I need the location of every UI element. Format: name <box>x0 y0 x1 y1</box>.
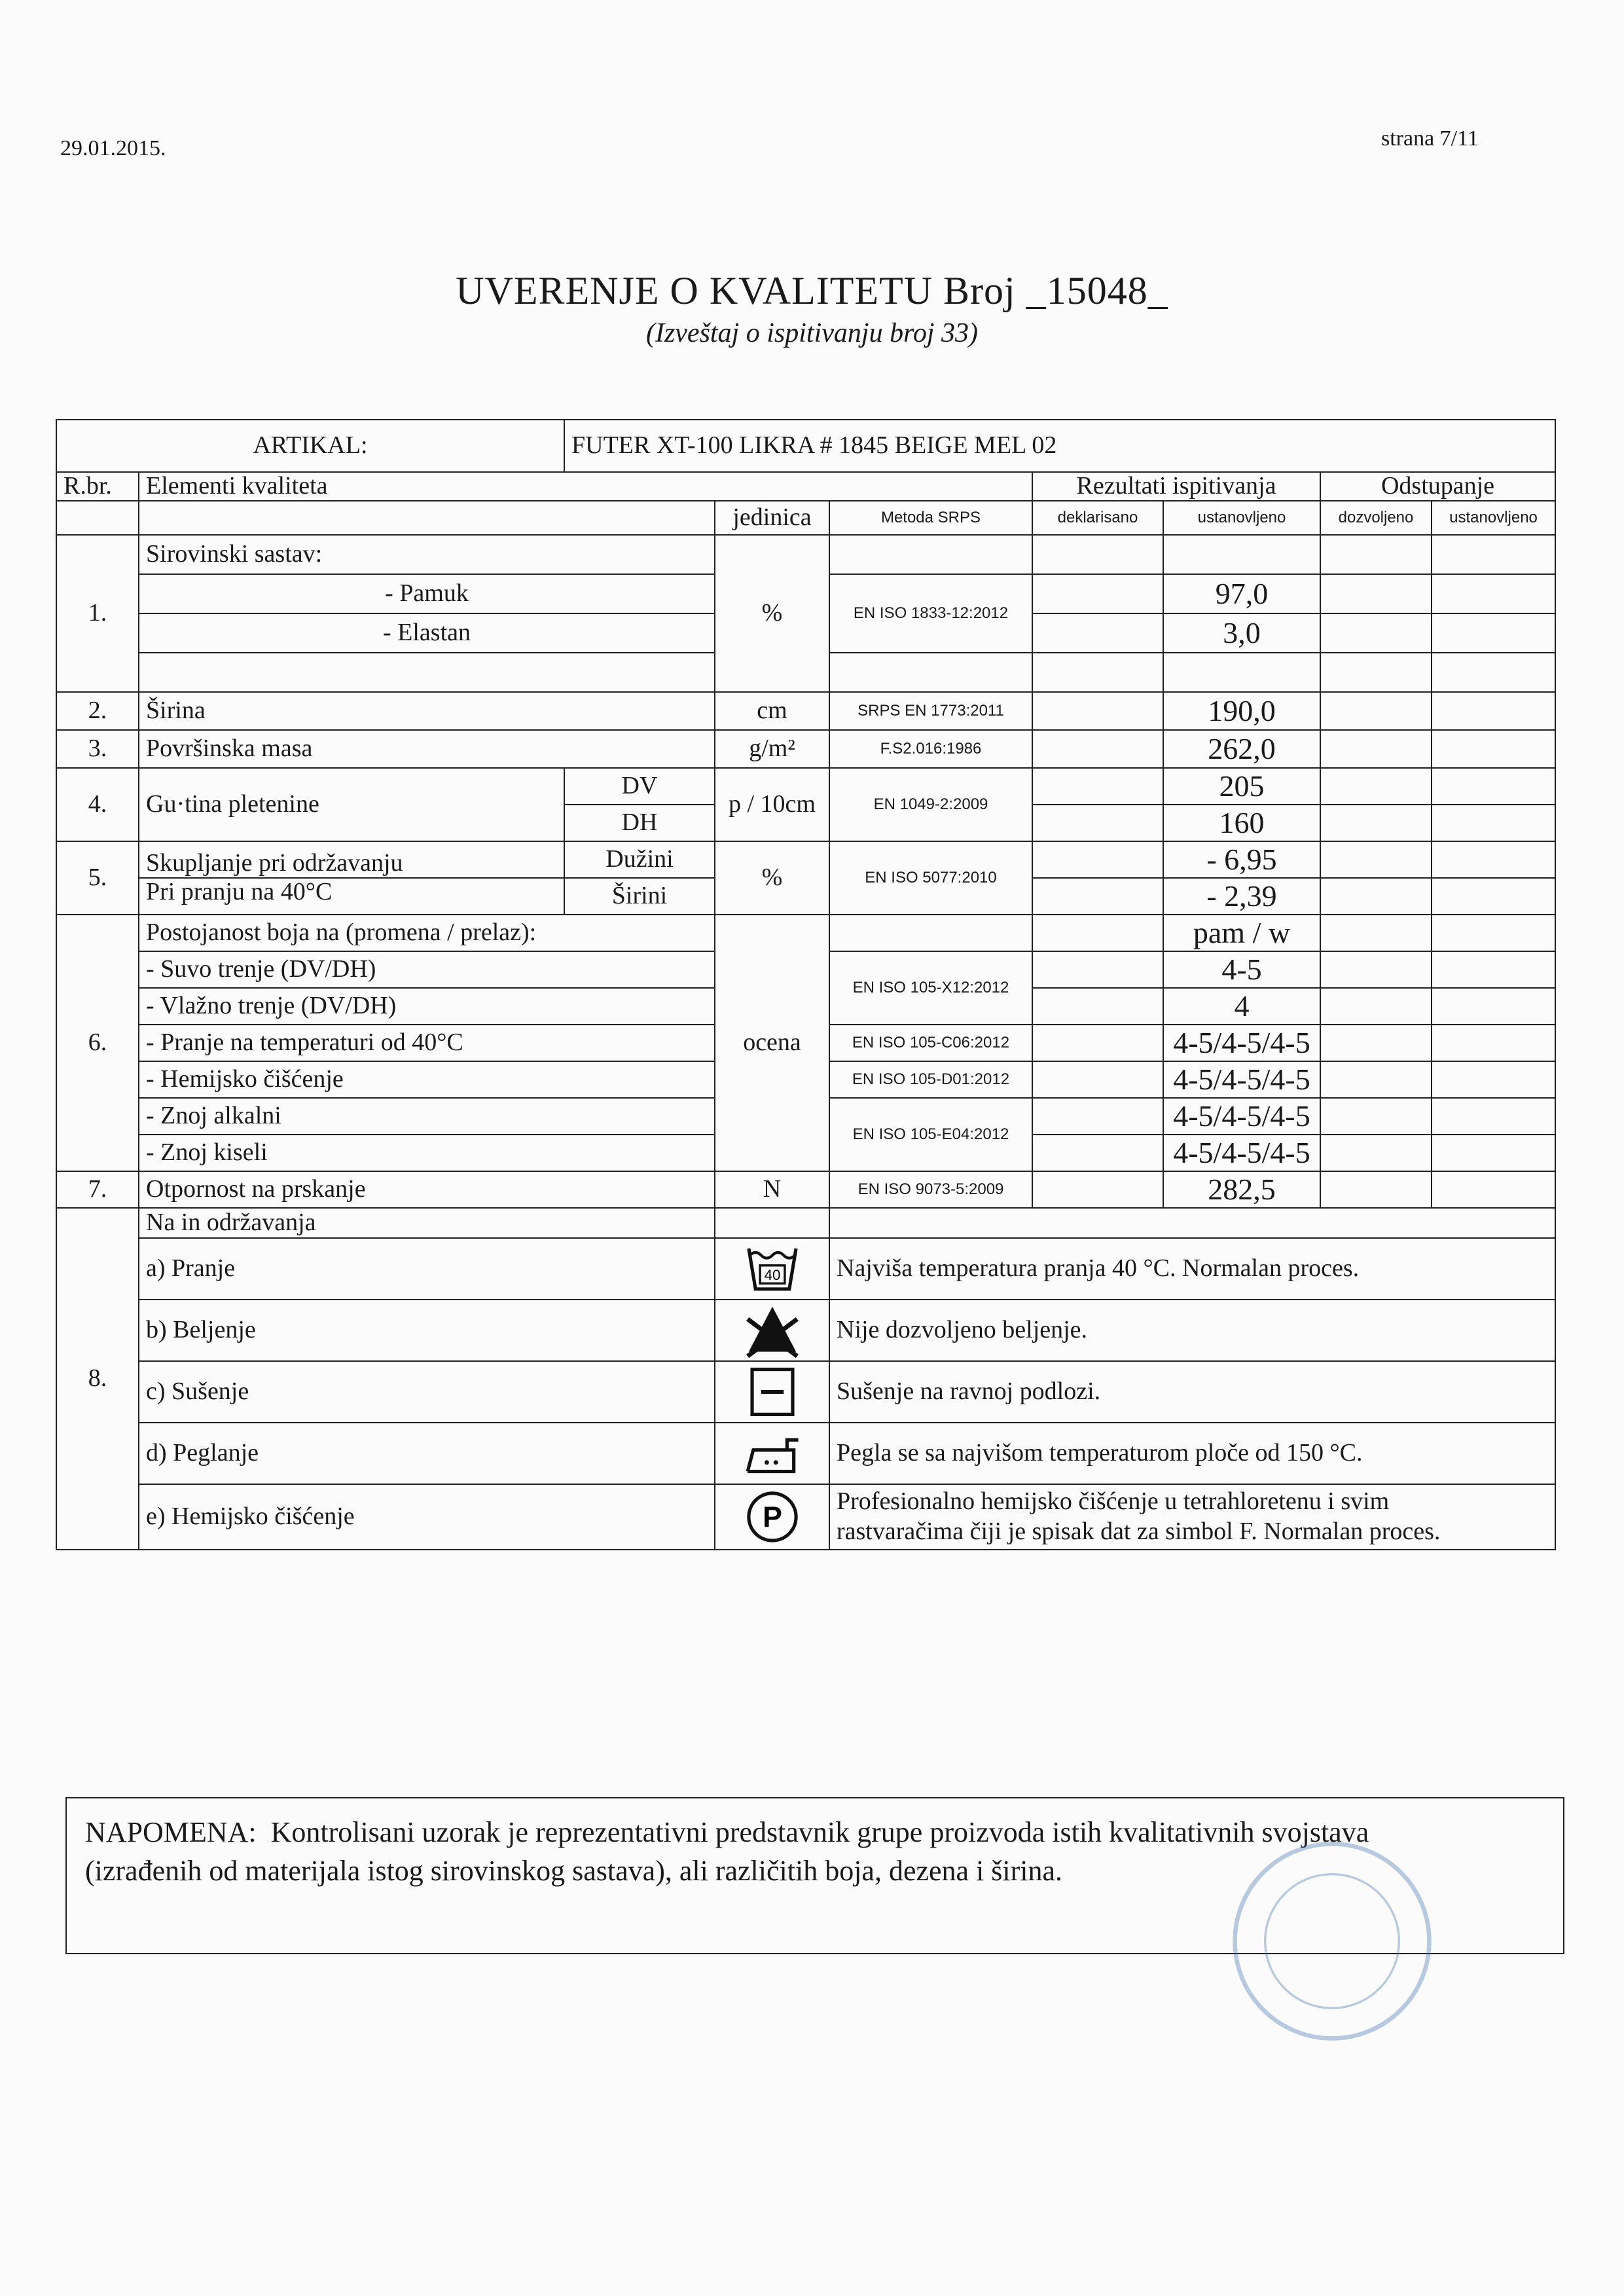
iron-150-icon <box>715 1423 829 1484</box>
care-row: d) Peglanje Pegla se sa najvišom temperaturom ploče od 150 °C. <box>56 1423 1555 1484</box>
method-header: Metoda SRPS <box>829 501 1032 535</box>
no-bleach-icon <box>715 1300 829 1361</box>
page-number: strana 7/11 <box>1381 126 1479 151</box>
table-row: 7. Otpornost na prskanje N EN ISO 9073-5:2009 282,5 <box>56 1171 1555 1208</box>
table-row: 6. Postojanost boja na (promena / prelaz): ocena pam / w <box>56 915 1555 951</box>
care-row: a) Pranje 40 Najviša temperatura pranja 40 °C. Normalan proces. <box>56 1238 1555 1300</box>
results-header: Rezultati ispitivanja <box>1032 472 1320 501</box>
note-text-cont: (izrađenih od materijala istog sirovinskog sastava), ali različitih boja, dezena i širina. <box>85 1855 1063 1887</box>
table-row: 4. Gu·tina pletenine DV p / 10cm EN 1049-2:2009 205 <box>56 768 1555 805</box>
established2-header: ustanovljeno <box>1432 501 1555 535</box>
quality-table: ARTIKAL: FUTER XT-100 LIKRA # 1845 BEIGE MEL 02 R.br. Elementi kvaliteta Rezultati ispitivanja Odstupanje jedinica Metoda SRPS deklarisano ustanovljeno dozvoljeno ustanovljeno 1. Sirovinski sastav: % - Pamuk EN ISO 1833-12:2012 97,0 - Elastan 3,0 2. Širina cm SRPS EN 1773:2011 190,0 3. Površinska masa g/m² F.S2.016:1986 262,0 4. Gu·tina pletenine DV p / 10cm EN 1049-2:2009 205 DH 160 5. Skupljanje pri održavanju Dužini % EN ISO 5077:2010 - 6,95 Pri pranju na 40°C Širini - 2,39 6. Postojanost boja na (promena / prelaz): ocena pam / w - Suvo trenje (DV/DH) EN ISO 105-X12:2012 4-5 - Vlažno trenje (DV/DH) 4 - Pranje na temperaturi od 40°C EN ISO 105-C06:2012 4-5/4-5/4-5 - Hemijsko čišćenje EN ISO 105-D01:2012 4-5/4-5/4-5 - Znoj alkalni EN ISO 105-E04:2012 4-5/4-5/4-5 - Znoj kiseli 4-5/4-5/4-5 7. Otpornost na prskanje N EN ISO 9073-5:2009 282,5 8. Na in održavanja a) Pranje 40 Najviša temperatura pranja 40 °C. Normalan proces. b) Beljenje Nije dozvoljeno beljenje. c) Sušenje Sušenje na ravnoj podlozi. d) Peglanje Pegla se sa najvišom temperaturom ploče od 150 °C. e) Hemijsko čišćenje P Profesionalno hemijsko čišćenje u tetrahloretenu i svim rastvaračima čiji je spisak dat za simbol F. Normalan proces. <box>56 419 1556 1550</box>
wash-40-icon <box>715 1238 829 1300</box>
artikal-row <box>56 420 1555 472</box>
row-unit: % <box>715 535 829 692</box>
row-method: EN ISO 1833-12:2012 <box>829 574 1032 653</box>
dry-clean-letter: P <box>762 1501 782 1534</box>
row-subitem: - Pamuk <box>139 574 715 613</box>
unit-header: jedinica <box>715 501 829 535</box>
elements-header: Elementi kvaliteta <box>139 472 1032 501</box>
established-header: ustanovljeno <box>1163 501 1320 535</box>
row-value: 3,0 <box>1163 613 1320 653</box>
declared-header: deklarisano <box>1032 501 1163 535</box>
artikal-value: FUTER XT-100 LIKRA # 1845 BEIGE MEL 02 <box>564 420 1555 472</box>
care-row: b) Beljenje Nije dozvoljeno beljenje. <box>56 1300 1555 1361</box>
stamp-seal <box>1218 1833 1447 2049</box>
page-subtitle: (Izveštaj o ispitivanju broj 33) <box>645 318 979 348</box>
table-row: 2. Širina cm SRPS EN 1773:2011 190,0 <box>56 692 1555 730</box>
dry-clean-p-icon <box>715 1484 829 1550</box>
page-title: UVERENJE O KVALITETU Broj _15048_ <box>456 269 1168 312</box>
row-subitem: - Elastan <box>139 613 715 653</box>
care-row: c) Sušenje Sušenje na ravnoj podlozi. <box>56 1361 1555 1423</box>
row-number: 1. <box>56 535 139 692</box>
header-row <box>56 472 1555 501</box>
care-row: e) Hemijsko čišćenje P Profesionalno hemijsko čišćenje u tetrahloretenu i svim rastvaračima čiji je spisak dat za simbol F. Normalan proces. <box>56 1484 1555 1550</box>
wash-temp-text: 40 <box>764 1266 780 1283</box>
rbr-header: R.br. <box>56 472 139 501</box>
artikal-label: ARTIKAL: <box>56 420 564 472</box>
allowed-header: dozvoljeno <box>1320 501 1432 535</box>
table-row <box>56 535 1555 574</box>
flat-dry-icon <box>715 1361 829 1423</box>
table-row: 5. Skupljanje pri održavanju Dužini % EN ISO 5077:2010 - 6,95 <box>56 841 1555 878</box>
note-text: Kontrolisani uzorak je reprezentativni predstavnik grupe proizvoda istih kvalitativnih svojstava <box>270 1816 1369 1848</box>
row-value: 97,0 <box>1163 574 1320 613</box>
table-row: 3. Površinska masa g/m² F.S2.016:1986 262,0 <box>56 730 1555 768</box>
subheader-row <box>56 501 1555 535</box>
row-title: Sirovinski sastav: <box>139 535 715 574</box>
document-date: 29.01.2015. <box>60 136 166 160</box>
deviation-header: Odstupanje <box>1320 472 1555 501</box>
table-row: 8. Na in održavanja <box>56 1208 1555 1238</box>
note-label: NAPOMENA: <box>85 1816 257 1848</box>
